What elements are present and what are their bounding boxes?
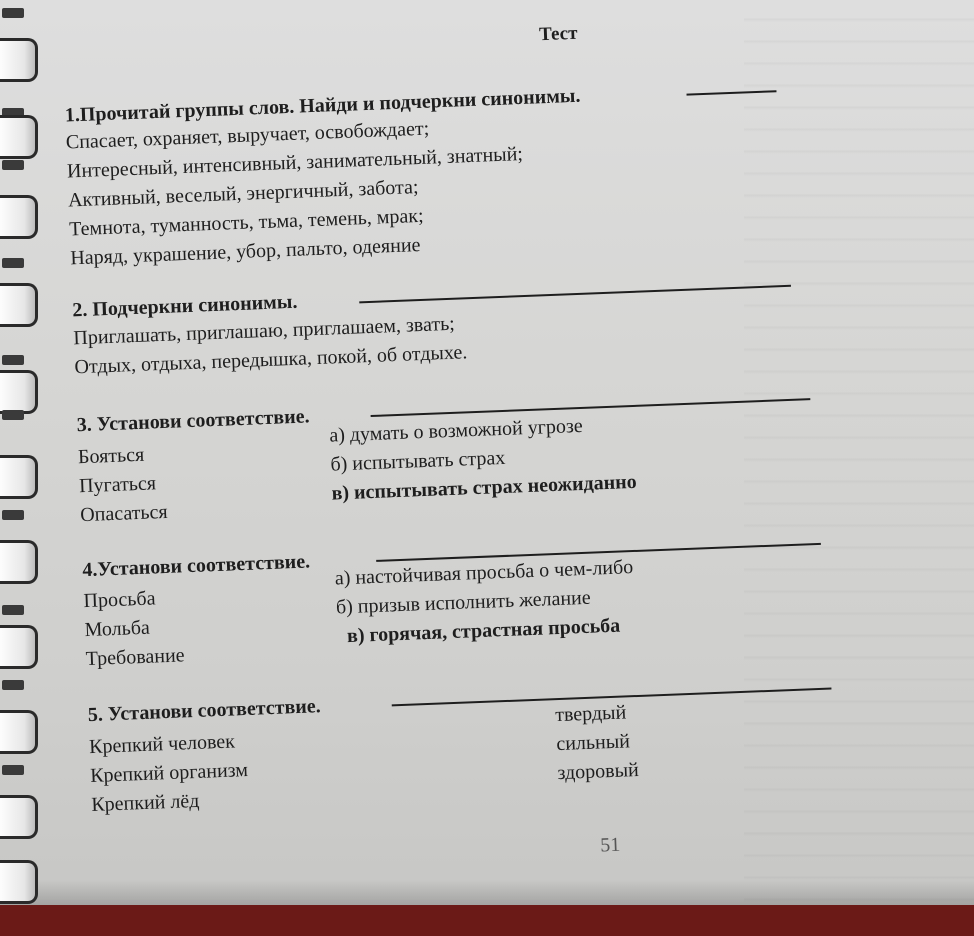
section-2-heading: 2. Подчеркни синонимы. bbox=[71, 290, 298, 322]
section-4-left: Требование bbox=[85, 644, 185, 671]
section-3-left: Бояться bbox=[77, 443, 145, 469]
section-2-line: Отдых, отдыха, передышка, покой, об отдыхе. bbox=[74, 341, 468, 379]
page-title: Тест bbox=[538, 22, 578, 46]
section-4-left: Мольба bbox=[84, 616, 151, 642]
section-1-line: Темнота, туманность, тьма, темень, мрак; bbox=[68, 204, 425, 241]
section-3-left: Опасаться bbox=[79, 500, 169, 527]
section-5-left: Крепкий организм bbox=[89, 759, 249, 788]
heading-rule bbox=[371, 398, 811, 417]
section-3-left: Пугаться bbox=[78, 472, 157, 498]
section-4-heading: 4.Установи соответствие. bbox=[81, 550, 311, 582]
section-1-line: Наряд, украшение, убор, пальто, одеяние bbox=[69, 233, 421, 270]
section-5-right: здоровый bbox=[557, 758, 640, 785]
heading-rule bbox=[359, 285, 791, 304]
section-5-left: Крепкий лёд bbox=[90, 789, 200, 817]
section-5-heading: 5. Установи соответствие. bbox=[87, 695, 322, 727]
section-1-line: Интересный, интенсивный, занимательный, знатный; bbox=[66, 142, 524, 183]
section-3-right: в) испытывать страх неожиданно bbox=[331, 470, 638, 505]
section-5-right: сильный bbox=[555, 730, 631, 756]
section-2-line: Приглашать, приглашаю, приглашаем, звать; bbox=[73, 312, 456, 350]
section-3-heading: 3. Установи соответствие. bbox=[76, 405, 310, 437]
page-number: 51 bbox=[599, 833, 621, 857]
section-5-left: Крепкий человек bbox=[88, 730, 236, 759]
section-5-right: твердый bbox=[554, 701, 627, 727]
section-3-right: а) думать о возможной угрозе bbox=[328, 414, 584, 447]
heading-rule bbox=[686, 90, 776, 95]
section-4-right: в) горячая, страстная просьба bbox=[346, 614, 621, 648]
section-4-right: а) настойчивая просьба о чем-либо bbox=[334, 556, 634, 590]
section-4-right: б) призыв исполнить желание bbox=[335, 586, 592, 619]
section-1-line: Активный, веселый, энергичный, забота; bbox=[67, 176, 419, 212]
section-1-line: Спасает, охраняет, выручает, освобождает; bbox=[65, 117, 430, 154]
section-4-left: Просьба bbox=[83, 587, 156, 613]
section-1-heading: 1.Прочитай группы слов. Найди и подчеркни синонимы. bbox=[64, 84, 581, 127]
section-3-right: б) испытывать страх bbox=[330, 446, 506, 476]
